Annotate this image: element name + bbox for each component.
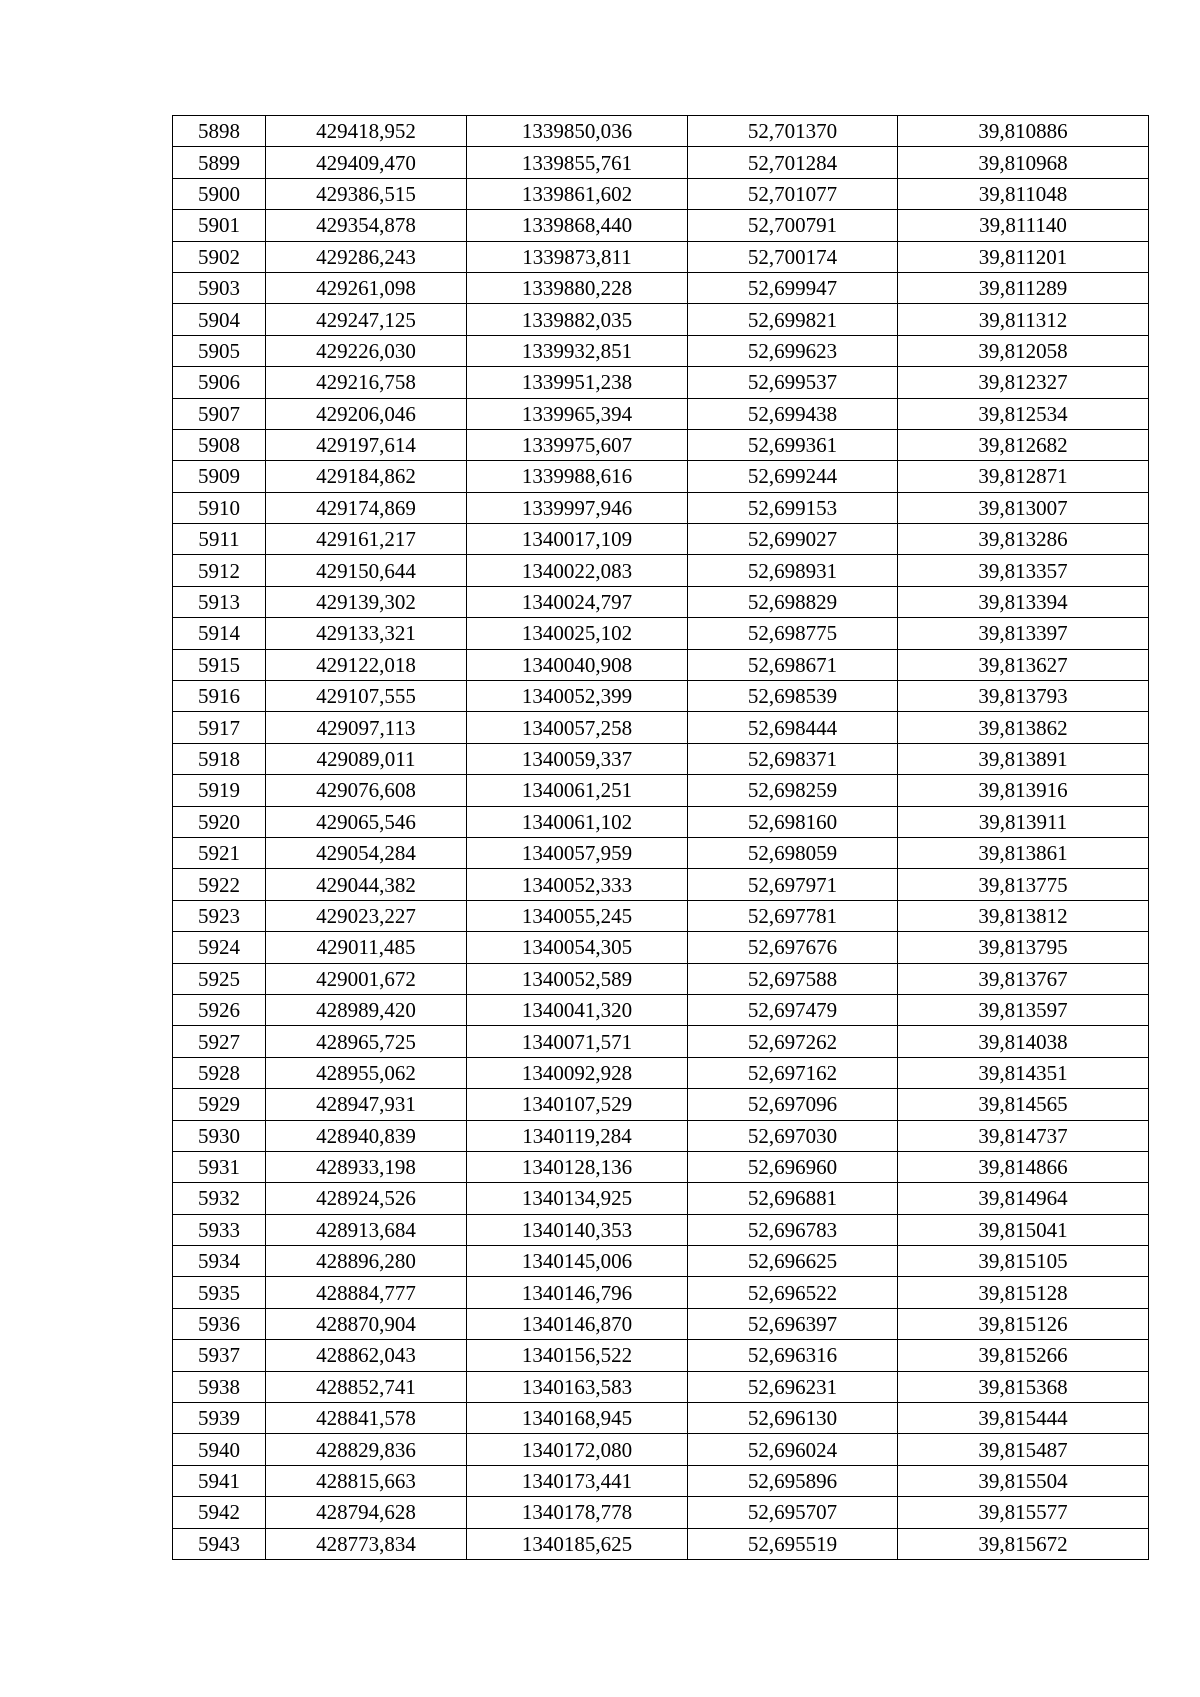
y-coordinate-cell: 1340178,778 [467, 1497, 688, 1528]
longitude-cell: 39,815041 [898, 1214, 1149, 1245]
table-row [173, 116, 1149, 147]
point-number-cell: 5937 [173, 1340, 266, 1371]
y-coordinate-cell: 1339850,036 [467, 116, 688, 147]
y-coordinate-cell: 1340040,908 [467, 649, 688, 680]
y-coordinate-cell: 1340057,959 [467, 837, 688, 868]
point-number-cell: 5929 [173, 1089, 266, 1120]
longitude-cell: 39,815128 [898, 1277, 1149, 1308]
longitude-cell: 39,814565 [898, 1089, 1149, 1120]
latitude-cell: 52,697676 [688, 932, 898, 963]
longitude-cell: 39,813861 [898, 837, 1149, 868]
table-row [173, 994, 1149, 1025]
y-coordinate-cell: 1339861,602 [467, 178, 688, 209]
longitude-cell: 39,811140 [898, 210, 1149, 241]
point-number-cell: 5909 [173, 461, 266, 492]
y-coordinate-cell: 1340041,320 [467, 994, 688, 1025]
y-coordinate-cell: 1340055,245 [467, 900, 688, 931]
point-number-cell: 5934 [173, 1246, 266, 1277]
longitude-cell: 39,814038 [898, 1026, 1149, 1057]
table-row [173, 900, 1149, 931]
table-row [173, 241, 1149, 272]
table-row [173, 147, 1149, 178]
latitude-cell: 52,699153 [688, 492, 898, 523]
table-row [173, 1528, 1149, 1559]
point-number-cell: 5902 [173, 241, 266, 272]
y-coordinate-cell: 1340052,589 [467, 963, 688, 994]
x-coordinate-cell: 428841,578 [266, 1403, 467, 1434]
table-row [173, 1340, 1149, 1371]
table-row [173, 524, 1149, 555]
table-row [173, 681, 1149, 712]
x-coordinate-cell: 428989,420 [266, 994, 467, 1025]
y-coordinate-cell: 1340119,284 [467, 1120, 688, 1151]
longitude-cell: 39,813597 [898, 994, 1149, 1025]
latitude-cell: 52,697162 [688, 1057, 898, 1088]
latitude-cell: 52,698539 [688, 681, 898, 712]
x-coordinate-cell: 429197,614 [266, 429, 467, 460]
latitude-cell: 52,699438 [688, 398, 898, 429]
x-coordinate-cell: 429097,113 [266, 712, 467, 743]
point-number-cell: 5922 [173, 869, 266, 900]
longitude-cell: 39,811312 [898, 304, 1149, 335]
point-number-cell: 5906 [173, 367, 266, 398]
latitude-cell: 52,696783 [688, 1214, 898, 1245]
latitude-cell: 52,696960 [688, 1151, 898, 1182]
point-number-cell: 5914 [173, 618, 266, 649]
latitude-cell: 52,696397 [688, 1308, 898, 1339]
longitude-cell: 39,815444 [898, 1403, 1149, 1434]
table-row [173, 492, 1149, 523]
point-number-cell: 5941 [173, 1465, 266, 1496]
y-coordinate-cell: 1340168,945 [467, 1403, 688, 1434]
latitude-cell: 52,696625 [688, 1246, 898, 1277]
point-number-cell: 5935 [173, 1277, 266, 1308]
longitude-cell: 39,813286 [898, 524, 1149, 555]
point-number-cell: 5923 [173, 900, 266, 931]
coordinates-table [172, 115, 1149, 1560]
longitude-cell: 39,813767 [898, 963, 1149, 994]
x-coordinate-cell: 429184,862 [266, 461, 467, 492]
table-row [173, 649, 1149, 680]
point-number-cell: 5936 [173, 1308, 266, 1339]
latitude-cell: 52,695519 [688, 1528, 898, 1559]
x-coordinate-cell: 428852,741 [266, 1371, 467, 1402]
longitude-cell: 39,810968 [898, 147, 1149, 178]
x-coordinate-cell: 428815,663 [266, 1465, 467, 1496]
point-number-cell: 5926 [173, 994, 266, 1025]
x-coordinate-cell: 428955,062 [266, 1057, 467, 1088]
x-coordinate-cell: 429139,302 [266, 586, 467, 617]
y-coordinate-cell: 1340024,797 [467, 586, 688, 617]
point-number-cell: 5918 [173, 743, 266, 774]
y-coordinate-cell: 1340025,102 [467, 618, 688, 649]
point-number-cell: 5901 [173, 210, 266, 241]
latitude-cell: 52,696316 [688, 1340, 898, 1371]
y-coordinate-cell: 1340061,102 [467, 806, 688, 837]
x-coordinate-cell: 429122,018 [266, 649, 467, 680]
point-number-cell: 5916 [173, 681, 266, 712]
y-coordinate-cell: 1339882,035 [467, 304, 688, 335]
latitude-cell: 52,698775 [688, 618, 898, 649]
longitude-cell: 39,815672 [898, 1528, 1149, 1559]
longitude-cell: 39,811048 [898, 178, 1149, 209]
longitude-cell: 39,813793 [898, 681, 1149, 712]
point-number-cell: 5910 [173, 492, 266, 523]
y-coordinate-cell: 1339997,946 [467, 492, 688, 523]
point-number-cell: 5898 [173, 116, 266, 147]
longitude-cell: 39,813627 [898, 649, 1149, 680]
longitude-cell: 39,815126 [898, 1308, 1149, 1339]
x-coordinate-cell: 428933,198 [266, 1151, 467, 1182]
latitude-cell: 52,699244 [688, 461, 898, 492]
point-number-cell: 5907 [173, 398, 266, 429]
latitude-cell: 52,698059 [688, 837, 898, 868]
longitude-cell: 39,811289 [898, 272, 1149, 303]
point-number-cell: 5933 [173, 1214, 266, 1245]
longitude-cell: 39,815368 [898, 1371, 1149, 1402]
y-coordinate-cell: 1340146,796 [467, 1277, 688, 1308]
x-coordinate-cell: 429161,217 [266, 524, 467, 555]
table-row [173, 1465, 1149, 1496]
longitude-cell: 39,815487 [898, 1434, 1149, 1465]
point-number-cell: 5930 [173, 1120, 266, 1151]
latitude-cell: 52,695707 [688, 1497, 898, 1528]
latitude-cell: 52,701077 [688, 178, 898, 209]
latitude-cell: 52,697479 [688, 994, 898, 1025]
longitude-cell: 39,815105 [898, 1246, 1149, 1277]
longitude-cell: 39,815504 [898, 1465, 1149, 1496]
longitude-cell: 39,813862 [898, 712, 1149, 743]
y-coordinate-cell: 1340134,925 [467, 1183, 688, 1214]
y-coordinate-cell: 1340173,441 [467, 1465, 688, 1496]
table-row [173, 461, 1149, 492]
x-coordinate-cell: 429409,470 [266, 147, 467, 178]
x-coordinate-cell: 429150,644 [266, 555, 467, 586]
point-number-cell: 5919 [173, 775, 266, 806]
table-row [173, 1308, 1149, 1339]
table-row [173, 869, 1149, 900]
x-coordinate-cell: 428870,904 [266, 1308, 467, 1339]
y-coordinate-cell: 1340107,529 [467, 1089, 688, 1120]
table-row [173, 1026, 1149, 1057]
y-coordinate-cell: 1340185,625 [467, 1528, 688, 1559]
table-row [173, 555, 1149, 586]
y-coordinate-cell: 1340071,571 [467, 1026, 688, 1057]
point-number-cell: 5939 [173, 1403, 266, 1434]
x-coordinate-cell: 428924,526 [266, 1183, 467, 1214]
table-row [173, 1089, 1149, 1120]
point-number-cell: 5927 [173, 1026, 266, 1057]
longitude-cell: 39,814964 [898, 1183, 1149, 1214]
table-row [173, 429, 1149, 460]
latitude-cell: 52,699537 [688, 367, 898, 398]
table-row [173, 963, 1149, 994]
y-coordinate-cell: 1340052,399 [467, 681, 688, 712]
latitude-cell: 52,700791 [688, 210, 898, 241]
x-coordinate-cell: 429247,125 [266, 304, 467, 335]
x-coordinate-cell: 428896,280 [266, 1246, 467, 1277]
latitude-cell: 52,697262 [688, 1026, 898, 1057]
x-coordinate-cell: 429261,098 [266, 272, 467, 303]
y-coordinate-cell: 1340059,337 [467, 743, 688, 774]
x-coordinate-cell: 428947,931 [266, 1089, 467, 1120]
y-coordinate-cell: 1340145,006 [467, 1246, 688, 1277]
longitude-cell: 39,813007 [898, 492, 1149, 523]
x-coordinate-cell: 429418,952 [266, 116, 467, 147]
table-row [173, 335, 1149, 366]
point-number-cell: 5943 [173, 1528, 266, 1559]
latitude-cell: 52,697096 [688, 1089, 898, 1120]
longitude-cell: 39,811201 [898, 241, 1149, 272]
latitude-cell: 52,699361 [688, 429, 898, 460]
point-number-cell: 5931 [173, 1151, 266, 1182]
point-number-cell: 5938 [173, 1371, 266, 1402]
x-coordinate-cell: 429386,515 [266, 178, 467, 209]
y-coordinate-cell: 1340092,928 [467, 1057, 688, 1088]
x-coordinate-cell: 428829,836 [266, 1434, 467, 1465]
latitude-cell: 52,697588 [688, 963, 898, 994]
latitude-cell: 52,697781 [688, 900, 898, 931]
table-row [173, 1057, 1149, 1088]
y-coordinate-cell: 1340128,136 [467, 1151, 688, 1182]
x-coordinate-cell: 429174,869 [266, 492, 467, 523]
point-number-cell: 5913 [173, 586, 266, 617]
point-number-cell: 5908 [173, 429, 266, 460]
y-coordinate-cell: 1339932,851 [467, 335, 688, 366]
table-row [173, 1403, 1149, 1434]
longitude-cell: 39,810886 [898, 116, 1149, 147]
x-coordinate-cell: 428794,628 [266, 1497, 467, 1528]
table-row [173, 712, 1149, 743]
point-number-cell: 5917 [173, 712, 266, 743]
latitude-cell: 52,696024 [688, 1434, 898, 1465]
table-row [173, 210, 1149, 241]
table-row [173, 367, 1149, 398]
y-coordinate-cell: 1340052,333 [467, 869, 688, 900]
longitude-cell: 39,812327 [898, 367, 1149, 398]
latitude-cell: 52,698160 [688, 806, 898, 837]
latitude-cell: 52,699623 [688, 335, 898, 366]
table-row [173, 398, 1149, 429]
longitude-cell: 39,814737 [898, 1120, 1149, 1151]
point-number-cell: 5928 [173, 1057, 266, 1088]
x-coordinate-cell: 428773,834 [266, 1528, 467, 1559]
y-coordinate-cell: 1340022,083 [467, 555, 688, 586]
x-coordinate-cell: 429001,672 [266, 963, 467, 994]
x-coordinate-cell: 429226,030 [266, 335, 467, 366]
longitude-cell: 39,813775 [898, 869, 1149, 900]
x-coordinate-cell: 428965,725 [266, 1026, 467, 1057]
x-coordinate-cell: 429011,485 [266, 932, 467, 963]
longitude-cell: 39,812058 [898, 335, 1149, 366]
y-coordinate-cell: 1340140,353 [467, 1214, 688, 1245]
longitude-cell: 39,813812 [898, 900, 1149, 931]
table-row [173, 837, 1149, 868]
point-number-cell: 5904 [173, 304, 266, 335]
y-coordinate-cell: 1340172,080 [467, 1434, 688, 1465]
table-row [173, 806, 1149, 837]
table-row [173, 932, 1149, 963]
longitude-cell: 39,812682 [898, 429, 1149, 460]
latitude-cell: 52,701284 [688, 147, 898, 178]
x-coordinate-cell: 428884,777 [266, 1277, 467, 1308]
latitude-cell: 52,698259 [688, 775, 898, 806]
longitude-cell: 39,813795 [898, 932, 1149, 963]
latitude-cell: 52,695896 [688, 1465, 898, 1496]
x-coordinate-cell: 428940,839 [266, 1120, 467, 1151]
table-row [173, 1246, 1149, 1277]
latitude-cell: 52,696130 [688, 1403, 898, 1434]
longitude-cell: 39,813911 [898, 806, 1149, 837]
table-row [173, 1277, 1149, 1308]
table-row [173, 618, 1149, 649]
y-coordinate-cell: 1339855,761 [467, 147, 688, 178]
latitude-cell: 52,697030 [688, 1120, 898, 1151]
point-number-cell: 5920 [173, 806, 266, 837]
y-coordinate-cell: 1339951,238 [467, 367, 688, 398]
table-row [173, 272, 1149, 303]
latitude-cell: 52,699947 [688, 272, 898, 303]
x-coordinate-cell: 429023,227 [266, 900, 467, 931]
latitude-cell: 52,696231 [688, 1371, 898, 1402]
x-coordinate-cell: 428862,043 [266, 1340, 467, 1371]
latitude-cell: 52,701370 [688, 116, 898, 147]
x-coordinate-cell: 429354,878 [266, 210, 467, 241]
y-coordinate-cell: 1340061,251 [467, 775, 688, 806]
latitude-cell: 52,700174 [688, 241, 898, 272]
y-coordinate-cell: 1340057,258 [467, 712, 688, 743]
point-number-cell: 5915 [173, 649, 266, 680]
latitude-cell: 52,696881 [688, 1183, 898, 1214]
y-coordinate-cell: 1340146,870 [467, 1308, 688, 1339]
longitude-cell: 39,812871 [898, 461, 1149, 492]
latitude-cell: 52,698671 [688, 649, 898, 680]
point-number-cell: 5900 [173, 178, 266, 209]
y-coordinate-cell: 1339873,811 [467, 241, 688, 272]
longitude-cell: 39,814351 [898, 1057, 1149, 1088]
latitude-cell: 52,699027 [688, 524, 898, 555]
x-coordinate-cell: 429054,284 [266, 837, 467, 868]
x-coordinate-cell: 429076,608 [266, 775, 467, 806]
x-coordinate-cell: 429044,382 [266, 869, 467, 900]
longitude-cell: 39,812534 [898, 398, 1149, 429]
x-coordinate-cell: 428913,684 [266, 1214, 467, 1245]
x-coordinate-cell: 429133,321 [266, 618, 467, 649]
table-row [173, 1434, 1149, 1465]
y-coordinate-cell: 1340156,522 [467, 1340, 688, 1371]
x-coordinate-cell: 429216,758 [266, 367, 467, 398]
point-number-cell: 5905 [173, 335, 266, 366]
table-row [173, 586, 1149, 617]
y-coordinate-cell: 1339965,394 [467, 398, 688, 429]
point-number-cell: 5903 [173, 272, 266, 303]
point-number-cell: 5921 [173, 837, 266, 868]
latitude-cell: 52,698931 [688, 555, 898, 586]
point-number-cell: 5912 [173, 555, 266, 586]
latitude-cell: 52,698371 [688, 743, 898, 774]
longitude-cell: 39,813891 [898, 743, 1149, 774]
x-coordinate-cell: 429089,011 [266, 743, 467, 774]
point-number-cell: 5942 [173, 1497, 266, 1528]
longitude-cell: 39,815577 [898, 1497, 1149, 1528]
table-body [173, 116, 1149, 1560]
longitude-cell: 39,813394 [898, 586, 1149, 617]
table-row [173, 1120, 1149, 1151]
x-coordinate-cell: 429206,046 [266, 398, 467, 429]
y-coordinate-cell: 1339868,440 [467, 210, 688, 241]
longitude-cell: 39,815266 [898, 1340, 1149, 1371]
longitude-cell: 39,814866 [898, 1151, 1149, 1182]
point-number-cell: 5932 [173, 1183, 266, 1214]
y-coordinate-cell: 1339880,228 [467, 272, 688, 303]
latitude-cell: 52,696522 [688, 1277, 898, 1308]
longitude-cell: 39,813357 [898, 555, 1149, 586]
y-coordinate-cell: 1340054,305 [467, 932, 688, 963]
table-row [173, 743, 1149, 774]
latitude-cell: 52,697971 [688, 869, 898, 900]
longitude-cell: 39,813397 [898, 618, 1149, 649]
table-row [173, 1371, 1149, 1402]
point-number-cell: 5911 [173, 524, 266, 555]
y-coordinate-cell: 1340017,109 [467, 524, 688, 555]
point-number-cell: 5925 [173, 963, 266, 994]
x-coordinate-cell: 429107,555 [266, 681, 467, 712]
point-number-cell: 5924 [173, 932, 266, 963]
point-number-cell: 5899 [173, 147, 266, 178]
latitude-cell: 52,698829 [688, 586, 898, 617]
y-coordinate-cell: 1339988,616 [467, 461, 688, 492]
table-row [173, 1214, 1149, 1245]
latitude-cell: 52,699821 [688, 304, 898, 335]
table-row [173, 304, 1149, 335]
y-coordinate-cell: 1340163,583 [467, 1371, 688, 1402]
table-row [173, 1183, 1149, 1214]
x-coordinate-cell: 429065,546 [266, 806, 467, 837]
table-row [173, 775, 1149, 806]
table-row [173, 178, 1149, 209]
table-row [173, 1497, 1149, 1528]
point-number-cell: 5940 [173, 1434, 266, 1465]
table-row [173, 1151, 1149, 1182]
x-coordinate-cell: 429286,243 [266, 241, 467, 272]
longitude-cell: 39,813916 [898, 775, 1149, 806]
latitude-cell: 52,698444 [688, 712, 898, 743]
y-coordinate-cell: 1339975,607 [467, 429, 688, 460]
